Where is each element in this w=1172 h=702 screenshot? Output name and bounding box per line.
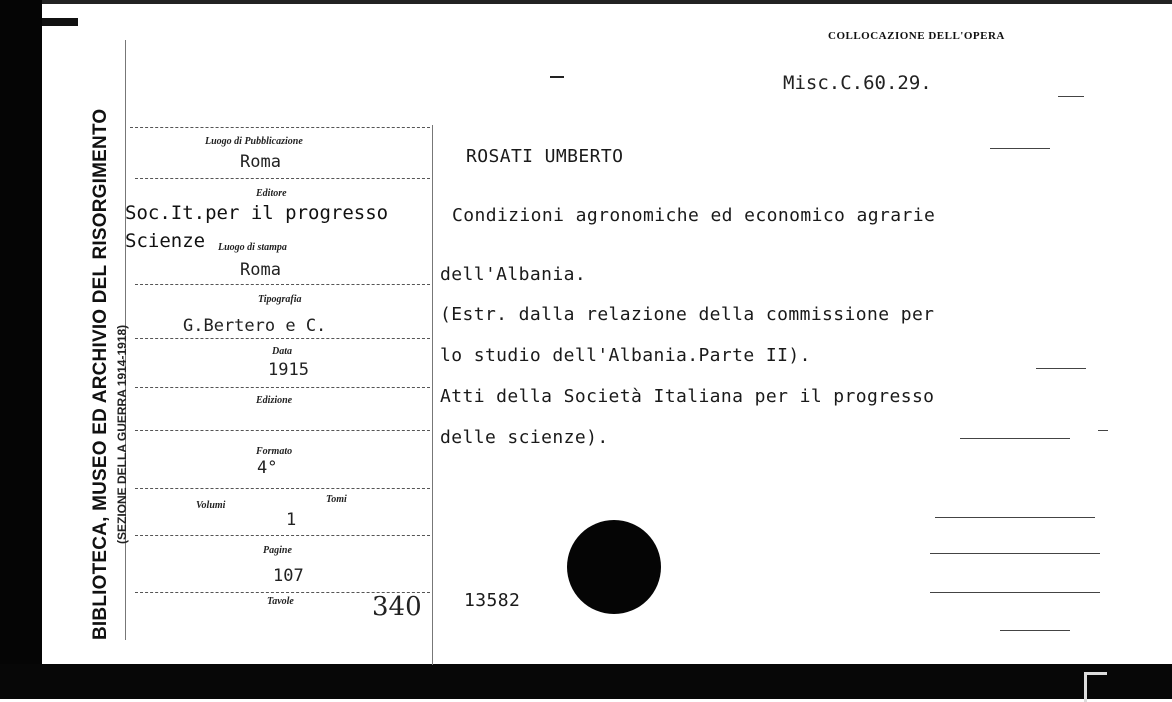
tipografia-label: Tipografia [258,294,302,305]
title-line1: Condizioni agronomiche ed economico agrarie [452,205,936,226]
scan-mark [42,18,78,26]
author: ROSATI UMBERTO [466,146,624,167]
pagine: 107 [273,566,304,586]
editore-label: Editore [256,188,287,199]
data-value: 1915 [268,360,309,380]
tomi-label: Tomi [326,494,347,505]
dash [935,517,1095,518]
dash [930,553,1100,554]
card-line [135,387,430,388]
volumi-label: Volumi [196,500,226,511]
dash [1058,96,1084,97]
card-line [135,488,430,489]
card-divider [432,125,433,665]
tavole-label: Tavole [267,596,294,607]
dash [960,438,1070,439]
handwritten-number: 340 [372,592,422,622]
tipografia: G.Bertero e C. [183,316,327,336]
card-line [135,338,430,339]
scan-top-edge [42,0,1172,4]
card-top-line [130,127,430,128]
title-line2: dell'Albania. [440,264,587,285]
note-line2: lo studio dell'Albania.Parte II). [440,345,811,366]
formato: 4° [257,458,278,478]
dash [1098,430,1108,431]
institution-section: (SEZIONE DELLA GUERRA 1914-1918) [115,324,129,544]
editore-line1: Soc.It.per il progresso [125,202,389,224]
card-line [135,430,430,431]
institution-name: BIBLIOTECA, MUSEO ED ARCHIVIO DEL RISORGIMENTO [90,108,111,640]
edizione-label: Edizione [256,395,293,406]
volumi: 1 [286,510,297,530]
luogo-stampa-label: Luogo di stampa [218,242,287,253]
punch-hole [567,520,661,614]
scan-left-edge [0,0,42,699]
luogo-stampa: Roma [240,260,281,280]
luogo-pubblicazione-label: Luogo di Pubblicazione [205,136,303,147]
shelfmark: Misc.C.60.29. [783,72,932,94]
scan-bottom-edge [0,664,1172,699]
formato-label: Formato [256,446,293,457]
pagine-label: Pagine [263,545,292,556]
inventory-number: 13582 [464,590,521,611]
editore-line2: Scienze [125,230,206,252]
dash-mark [550,76,564,78]
luogo-pubblicazione: Roma [240,152,281,172]
note-line3: Atti della Società Italiana per il progresso [440,386,935,407]
card-line [135,535,430,536]
dash [930,592,1100,593]
data-label: Data [272,346,292,357]
card-line [135,284,430,285]
note-line4: delle scienze). [440,427,609,448]
note-line1: (Estr. dalla relazione della commissione per [440,304,935,325]
dash [1000,630,1070,631]
card-line [135,178,430,179]
collocazione-label: COLLOCAZIONE DELL'OPERA [828,30,1005,42]
corner-mark [1084,672,1107,702]
dash [990,148,1050,149]
dash [1036,368,1086,369]
